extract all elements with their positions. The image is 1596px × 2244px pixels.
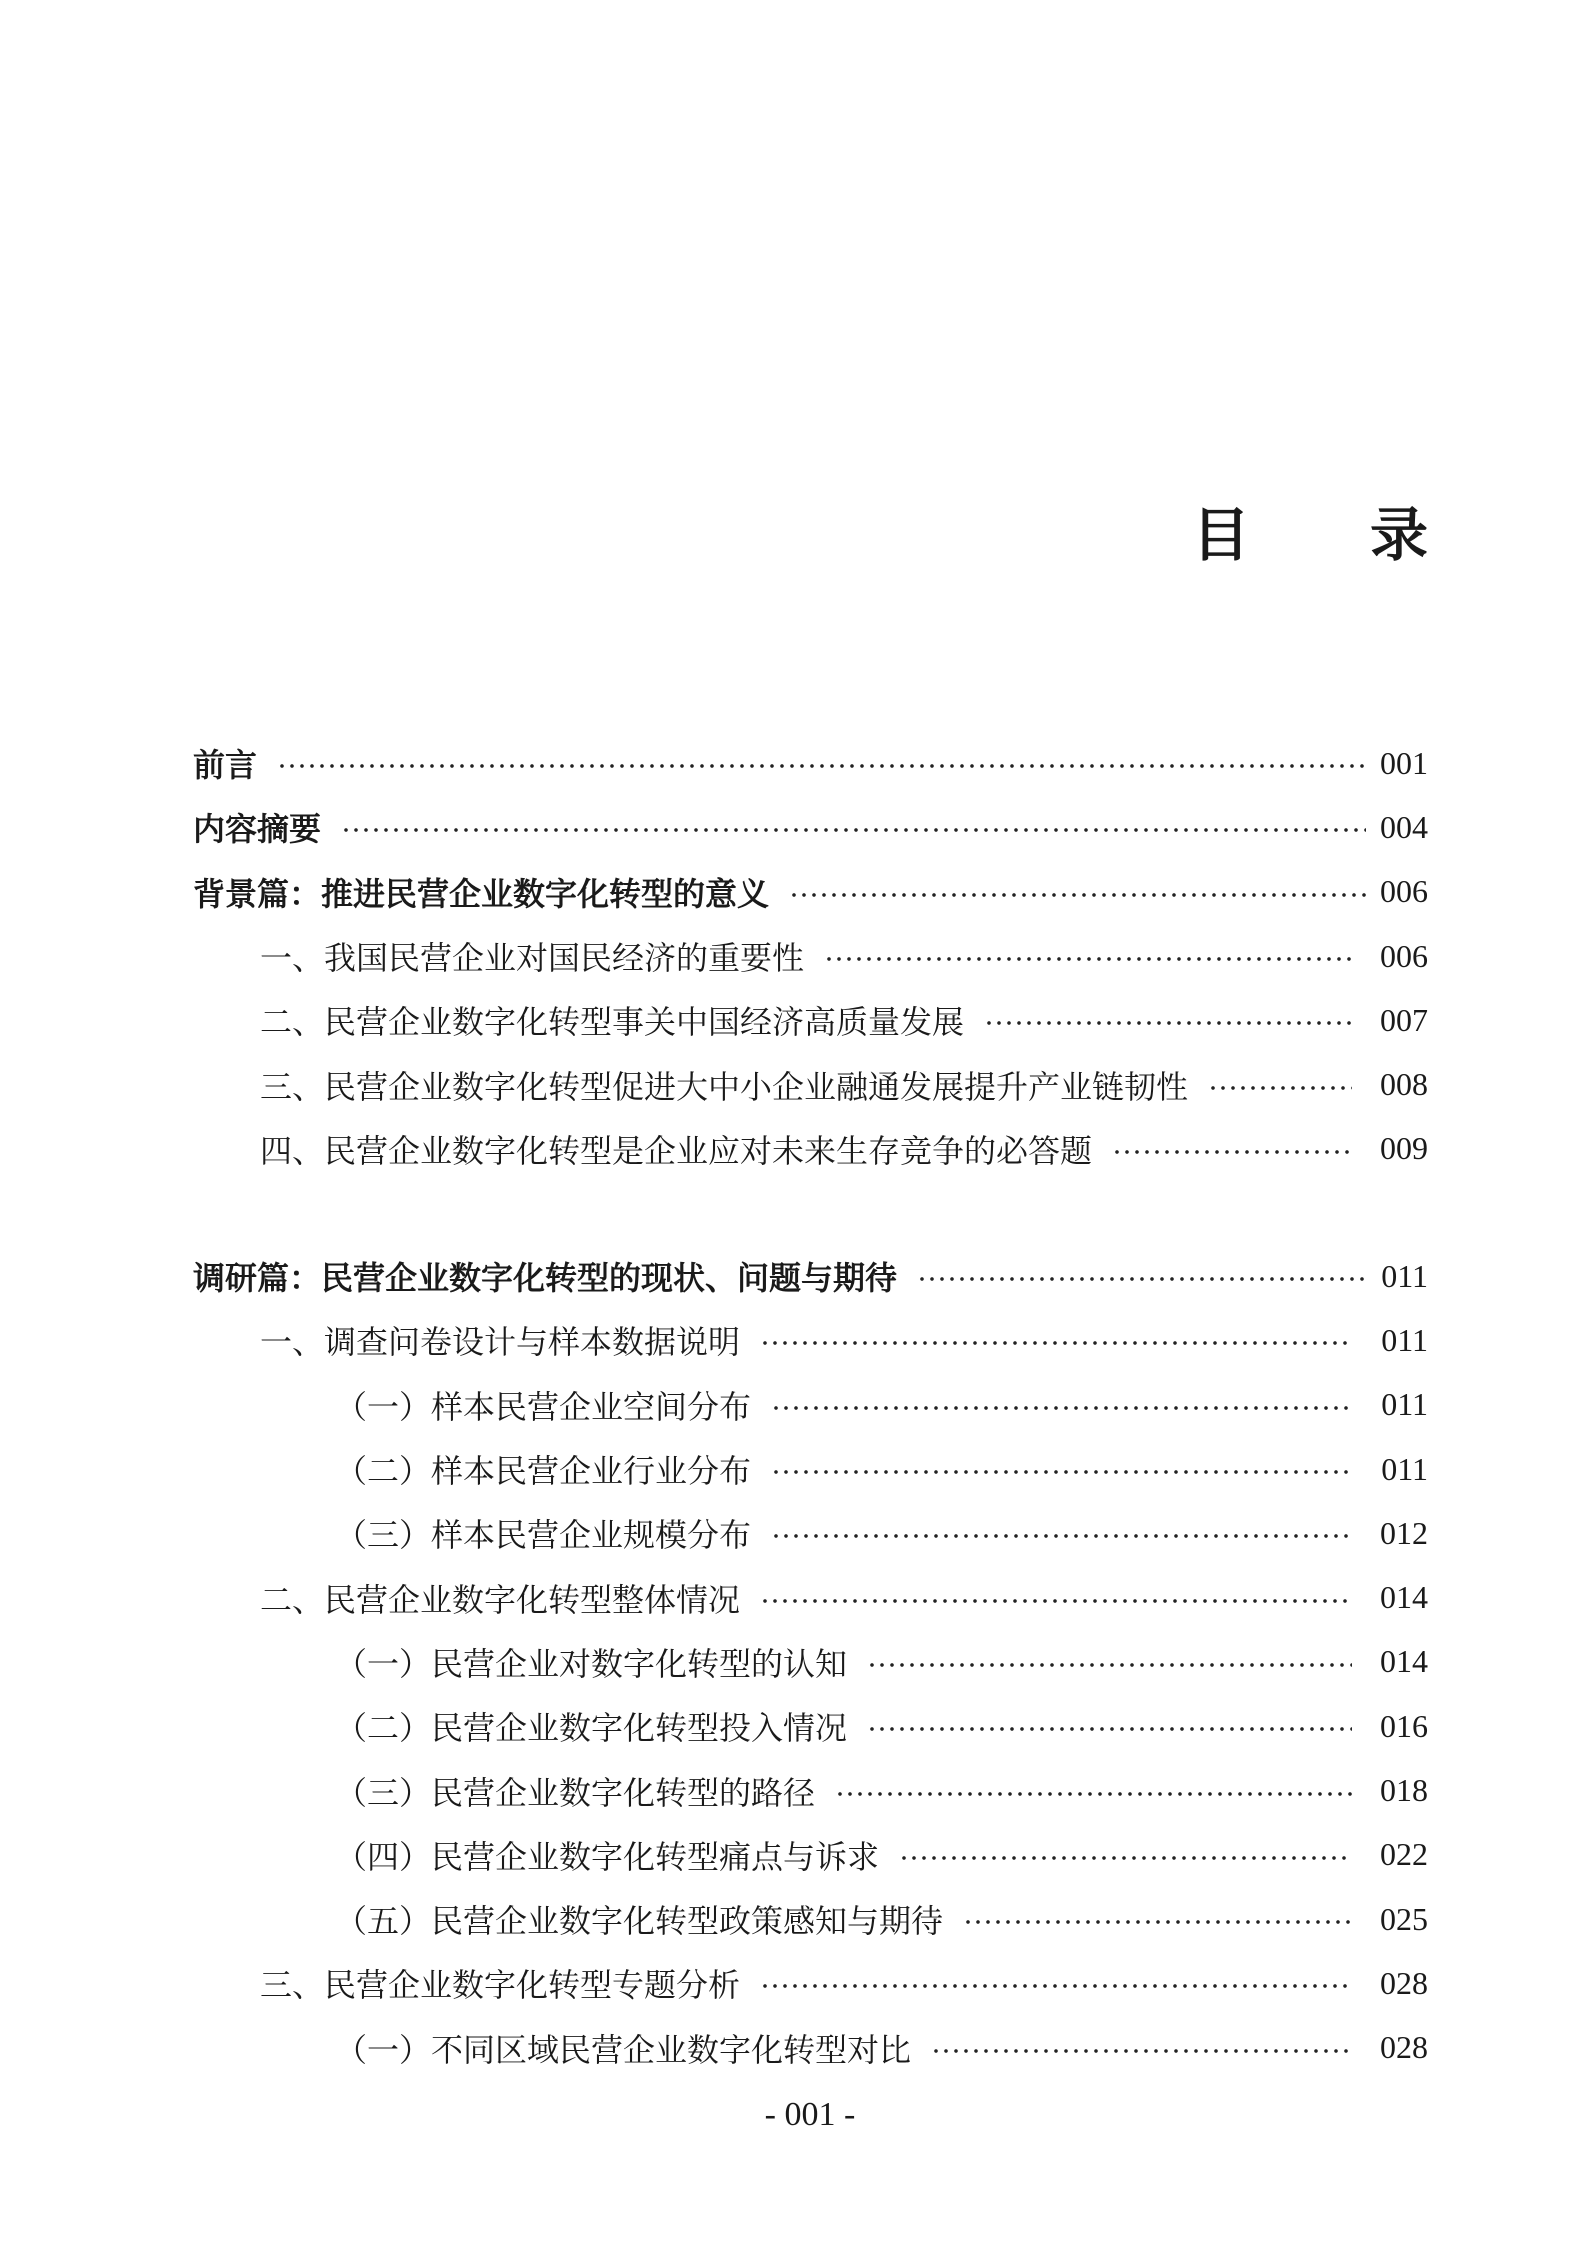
page-title [1192, 488, 1428, 572]
toc-entry-title: 三、民营企业数字化转型专题分析 [260, 1966, 741, 2005]
toc-entry-title: （二）样本民营企业行业分布 [335, 1452, 752, 1491]
toc-entry-title: （一）样本民营企业空间分布 [335, 1387, 752, 1426]
toc-entry-page: 028 [1380, 2029, 1428, 2066]
toc-entry-page: 018 [1380, 1772, 1428, 1809]
toc-entry-title: 前言 [193, 746, 258, 785]
toc-section-survey [193, 1244, 1428, 2080]
dot-leader [899, 1854, 1352, 1862]
toc-entry-title: （五）民营企业数字化转型政策感知与期待 [335, 1902, 944, 1941]
toc-entry-title: （三）样本民营企业规模分布 [335, 1516, 752, 1555]
toc-entry-page: 006 [1380, 937, 1428, 974]
dot-leader [771, 1468, 1352, 1476]
toc-entry-title: （一）民营企业对数字化转型的认知 [335, 1644, 848, 1683]
dot-leader [341, 826, 1366, 834]
toc-entry[interactable] [193, 1565, 1428, 1629]
toc-entry[interactable] [193, 1117, 1428, 1181]
toc-entry-page: 014 [1380, 1579, 1428, 1616]
dot-leader [931, 2047, 1352, 2055]
toc-entry[interactable] [193, 2016, 1428, 2080]
toc-entry[interactable] [193, 1694, 1428, 1758]
toc-entry[interactable] [193, 1630, 1428, 1694]
toc-entry-title: （二）民营企业数字化转型投入情况 [335, 1709, 848, 1748]
toc-entry[interactable] [193, 795, 1428, 859]
toc-entry[interactable] [193, 1308, 1428, 1372]
toc-entry[interactable] [193, 1951, 1428, 2015]
toc-entry[interactable] [193, 1244, 1428, 1308]
toc-entry-page: 004 [1380, 808, 1428, 845]
toc-entry-page: 022 [1380, 1836, 1428, 1873]
dot-leader [1112, 1148, 1352, 1156]
toc-entry-page: 011 [1381, 1450, 1428, 1487]
title-char: 目 [1191, 501, 1250, 569]
toc-entry-title: 一、我国民营企业对国民经济的重要性 [260, 939, 805, 978]
toc-entry[interactable] [193, 988, 1428, 1052]
dot-leader [771, 1404, 1352, 1412]
toc-entry-title: 调研篇：民营企业数字化转型的现状、问题与期待 [193, 1259, 898, 1298]
toc-entry-page: 007 [1380, 1001, 1428, 1038]
page-number-footer: - 001 - [764, 2096, 856, 2133]
toc-entry-title: 内容摘要 [193, 810, 322, 849]
toc-entry-title: 一、调查问卷设计与样本数据说明 [260, 1323, 741, 1362]
toc-entry[interactable] [193, 1758, 1428, 1822]
toc-entry-title: 二、民营企业数字化转型整体情况 [260, 1580, 741, 1619]
dot-leader [963, 1918, 1352, 1926]
toc-entry[interactable] [193, 1437, 1428, 1501]
dot-leader [984, 1019, 1352, 1027]
toc-entry[interactable] [193, 1887, 1428, 1951]
toc-entry-page: 006 [1380, 873, 1428, 910]
toc-entry-page: 011 [1381, 1257, 1428, 1294]
title-char: 录 [1369, 501, 1428, 569]
toc-entry[interactable] [193, 1052, 1428, 1116]
toc-entry-page: 011 [1381, 1386, 1428, 1423]
toc-entry-title: 二、民营企业数字化转型事关中国经济高质量发展 [260, 1003, 965, 1042]
toc-section-background [193, 731, 1428, 1181]
dot-leader [867, 1661, 1352, 1669]
toc-entry[interactable] [193, 924, 1428, 988]
toc-entry-page: 028 [1380, 1964, 1428, 2001]
dot-leader [277, 762, 1366, 770]
toc-entry-page: 016 [1380, 1707, 1428, 1744]
toc-entry-page: 014 [1380, 1643, 1428, 1680]
toc-entry-page: 012 [1380, 1514, 1428, 1551]
toc-entry-page: 001 [1380, 744, 1428, 781]
toc-entry-title: （四）民营企业数字化转型痛点与诉求 [335, 1837, 880, 1876]
dot-leader [1208, 1084, 1352, 1092]
toc-entry[interactable] [193, 1501, 1428, 1565]
toc-entry-title: 三、民营企业数字化转型促进大中小企业融通发展提升产业链韧性 [260, 1067, 1189, 1106]
dot-leader [917, 1275, 1366, 1283]
dot-leader [835, 1790, 1352, 1798]
dot-leader [789, 891, 1366, 899]
toc-entry-page: 008 [1380, 1066, 1428, 1103]
toc-entry-page: 025 [1380, 1900, 1428, 1937]
toc-entry-title: （三）民营企业数字化转型的路径 [335, 1773, 816, 1812]
dot-leader [760, 1597, 1352, 1605]
toc-entry[interactable] [193, 860, 1428, 924]
toc-entry-title: 背景篇：推进民营企业数字化转型的意义 [193, 874, 770, 913]
toc-entry-title: （一）不同区域民营企业数字化转型对比 [335, 2030, 912, 2069]
dot-leader [771, 1532, 1352, 1540]
toc-entry-title: 四、民营企业数字化转型是企业应对未来生存竞争的必答题 [260, 1131, 1093, 1170]
dot-leader [760, 1339, 1352, 1347]
dot-leader [824, 955, 1352, 963]
dot-leader [867, 1725, 1352, 1733]
toc-entry-page: 009 [1380, 1130, 1428, 1167]
toc-entry-page: 011 [1381, 1321, 1428, 1358]
toc-entry[interactable] [193, 731, 1428, 795]
toc-entry[interactable] [193, 1823, 1428, 1887]
dot-leader [760, 1982, 1352, 1990]
toc-entry[interactable] [193, 1373, 1428, 1437]
